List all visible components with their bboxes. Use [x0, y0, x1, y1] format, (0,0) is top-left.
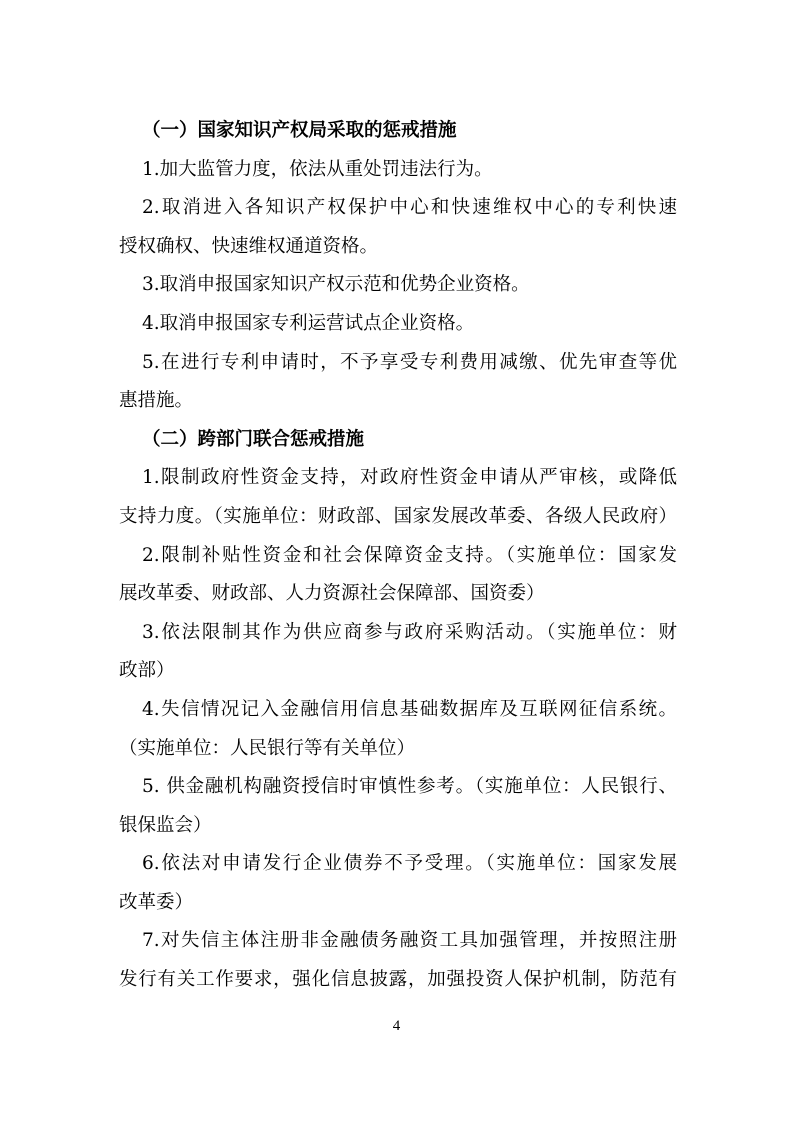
paragraph-line: 3.依法限制其作为供应商参与政府采购活动。（实施单位：财 [142, 621, 677, 643]
paragraph-line: 4.失信情况记入金融信用信息基础数据库及互联网征信系统。 [142, 698, 677, 720]
paragraph-line: 支持力度。（实施单位：财政部、国家发展改革委、各级人民政府） [119, 505, 677, 527]
paragraph-line: 3.取消申报国家知识产权示范和优势企业资格。 [142, 274, 530, 296]
document-body [119, 112, 677, 1000]
paragraph-line: 政部） [119, 660, 175, 682]
section-heading-2: （二）跨部门联合惩戒措施 [142, 428, 365, 450]
paragraph-line: 银保监会） [119, 814, 212, 836]
paragraph-line: 展改革委、财政部、人力资源社会保障部、国资委） [119, 583, 545, 605]
paragraph-line: 5.在进行专利申请时，不予享受专利费用减缴、优先审查等优 [142, 351, 677, 373]
paragraph-line: 5. 供金融机构融资授信时审慎性参考。（实施单位：人民银行、 [142, 776, 677, 798]
paragraph-line: 改革委） [119, 891, 194, 913]
paragraph-line: 惠措施。 [119, 390, 194, 412]
paragraph-line: 2.取消进入各知识产权保护中心和快速维权中心的专利快速 [142, 197, 677, 219]
page-number: 4 [392, 1018, 401, 1034]
paragraph-line: 1.加大监管力度，依法从重处罚违法行为。 [142, 158, 493, 180]
section-heading-1: （一）国家知识产权局采取的惩戒措施 [142, 120, 457, 141]
paragraph-line: 6.依法对申请发行企业债券不予受理。（实施单位：国家发展 [142, 853, 677, 875]
paragraph-line: 7.对失信主体注册非金融债务融资工具加强管理，并按照注册 [142, 930, 677, 952]
paragraph-line: 发行有关工作要求，强化信息披露，加强投资人保护机制，防范有 [119, 969, 677, 991]
paragraph-line: 授权确权、快速维权通道资格。 [119, 235, 379, 257]
paragraph-line: 2.限制补贴性资金和社会保障资金支持。（实施单位：国家发 [142, 544, 677, 566]
paragraph-line: （实施单位：人民银行等有关单位） [119, 737, 416, 759]
paragraph-line: 4.取消申报国家专利运营试点企业资格。 [142, 312, 475, 334]
paragraph-line: 1.限制政府性资金支持，对政府性资金申请从严审核，或降低 [142, 467, 677, 489]
